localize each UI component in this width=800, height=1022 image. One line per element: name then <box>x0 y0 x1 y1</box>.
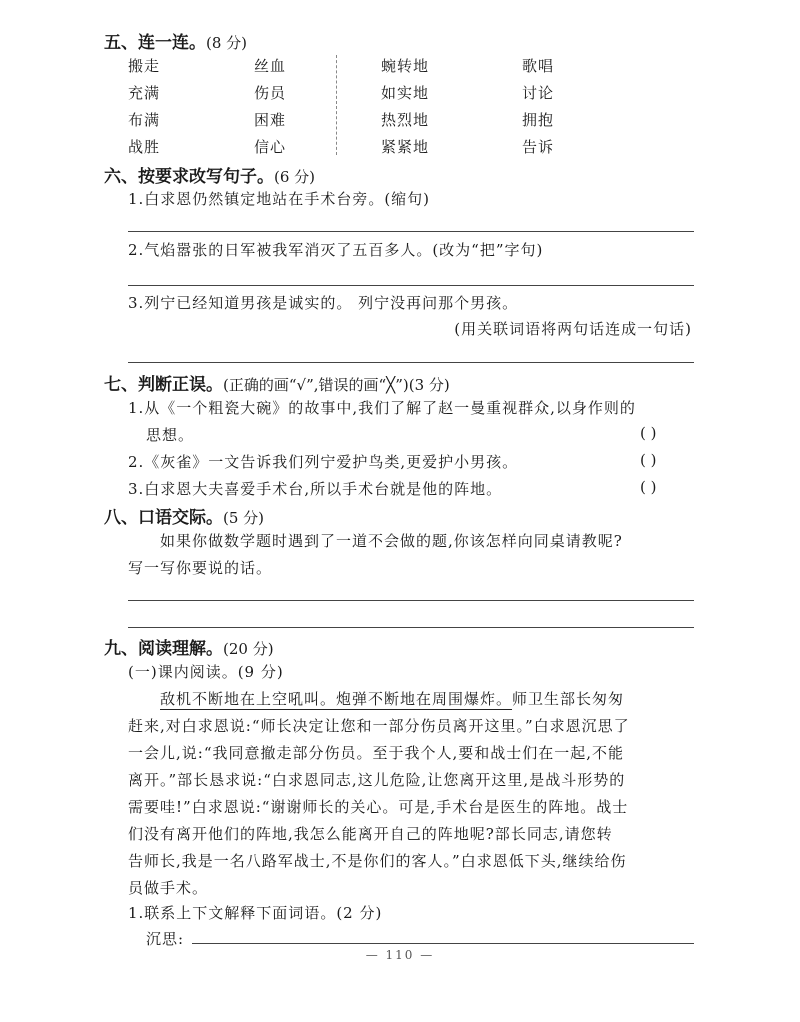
match-left-6[interactable]: 如实地 <box>381 84 430 102</box>
answer-line-6-1[interactable] <box>128 231 694 232</box>
section8-title: 八、口语交际。 <box>104 508 223 528</box>
judgement-blank-3[interactable]: ( ) <box>640 478 657 496</box>
section6-points: (6 分) <box>274 168 316 186</box>
answer-line-6-2[interactable] <box>128 285 694 286</box>
section9-question-1: 1.联系上下文解释下面词语。(2 分) <box>128 904 383 922</box>
passage-line-2: 赶来,对白求恩说:“师长决定让您和一部分伤员离开这里。”白求恩沉思了 <box>128 717 630 735</box>
answer-line-8-2[interactable] <box>128 627 694 628</box>
section6-title: 六、按要求改写句子。 <box>104 167 274 187</box>
section8-heading <box>104 503 264 528</box>
passage-line-1 <box>160 688 624 709</box>
section9-word-label: 沉思: <box>146 930 185 948</box>
section9-heading <box>104 634 274 659</box>
match-left-2[interactable]: 充满 <box>128 84 161 102</box>
section6-question-3-note: (用关联词语将两句话连成一句话) <box>454 320 692 338</box>
page-number: — 110 — <box>365 948 435 962</box>
section6-heading <box>104 162 315 187</box>
section9-title: 九、阅读理解。 <box>104 639 223 659</box>
section7-question-2: 2.《灰雀》一文告诉我们列宁爱护鸟类,更爱护小男孩。 <box>128 453 519 471</box>
match-left-4[interactable]: 战胜 <box>128 138 161 156</box>
section5-title: 五、连一连。 <box>104 33 206 53</box>
section6-question-1: 1.白求恩仍然镇定地站在手术台旁。(缩句) <box>128 190 431 208</box>
match-right-1[interactable]: 丝血 <box>254 57 287 75</box>
match-left-3[interactable]: 布满 <box>128 111 161 129</box>
passage-line-5: 需要哇!”白求恩说:“谢谢师长的关心。可是,手术台是医生的阵地。战士 <box>128 798 629 816</box>
passage-line-7: 告师长,我是一名八路军战士,不是你们的客人。”白求恩低下头,继续给伤 <box>128 852 627 870</box>
match-left-1[interactable]: 搬走 <box>128 57 161 75</box>
section8-prompt-line1: 如果你做数学题时遇到了一道不会做的题,你该怎样向同桌请教呢? <box>160 532 623 550</box>
answer-line-9-1[interactable] <box>192 943 694 944</box>
section7-question-3: 3.白求恩大夫喜爱手术台,所以手术台就是他的阵地。 <box>128 480 503 498</box>
column-divider <box>336 55 337 155</box>
section7-title: 七、判断正误。 <box>104 375 223 395</box>
section7-question-1-cont: 思想。 <box>146 426 195 444</box>
match-right-4[interactable]: 信心 <box>254 138 287 156</box>
section7-points: (正确的画“√”,错误的画“╳”)(3 分) <box>223 376 450 394</box>
judgement-blank-1[interactable]: ( ) <box>640 424 657 442</box>
underlined-sentence: 敌机不断地在上空吼叫。炮弹不断地在周围爆炸。 <box>160 690 513 708</box>
section9-points: (20 分) <box>223 640 274 658</box>
passage-line-6: 们没有离开他们的阵地,我怎么能离开自己的阵地呢?部长同志,请您转 <box>128 825 613 843</box>
section7-heading <box>104 370 450 395</box>
match-right-7[interactable]: 拥抱 <box>522 111 555 129</box>
match-right-6[interactable]: 讨论 <box>522 84 555 102</box>
section5-points: (8 分) <box>206 34 248 52</box>
section5-heading <box>104 28 247 53</box>
answer-line-8-1[interactable] <box>128 600 694 601</box>
section7-question-1: 1.从《一个粗瓷大碗》的故事中,我们了解了赵一曼重视群众,以身作则的 <box>128 399 636 417</box>
match-right-2[interactable]: 伤员 <box>254 84 287 102</box>
section8-prompt-line2: 写一写你要说的话。 <box>128 559 273 577</box>
match-right-3[interactable]: 困难 <box>254 111 287 129</box>
passage-line-8: 员做手术。 <box>128 879 209 897</box>
section6-question-2: 2.气焰嚣张的日军被我军消灭了五百多人。(改为“把”字句) <box>128 241 544 259</box>
passage-line-1-rest: 师卫生部长匆匆 <box>512 690 625 708</box>
match-left-7[interactable]: 热烈地 <box>381 111 430 129</box>
passage-line-4: 离开。”部长恳求说:“白求恩同志,这儿危险,让您离开这里,是战斗形势的 <box>128 771 626 789</box>
match-left-5[interactable]: 蜿转地 <box>381 57 430 75</box>
section8-points: (5 分) <box>223 509 265 527</box>
match-right-8[interactable]: 告诉 <box>522 138 555 156</box>
judgement-blank-2[interactable]: ( ) <box>640 451 657 469</box>
answer-line-6-3[interactable] <box>128 362 694 363</box>
match-right-5[interactable]: 歌唱 <box>522 57 555 75</box>
passage-line-3: 一会儿,说:“我同意撤走部分伤员。至于我个人,要和战士们在一起,不能 <box>128 744 625 762</box>
match-left-8[interactable]: 紧紧地 <box>381 138 430 156</box>
section9-subheading: (一)课内阅读。(9 分) <box>128 663 284 681</box>
section6-question-3: 3.列宁已经知道男孩是诚实的。 列宁没再问那个男孩。 <box>128 294 519 312</box>
